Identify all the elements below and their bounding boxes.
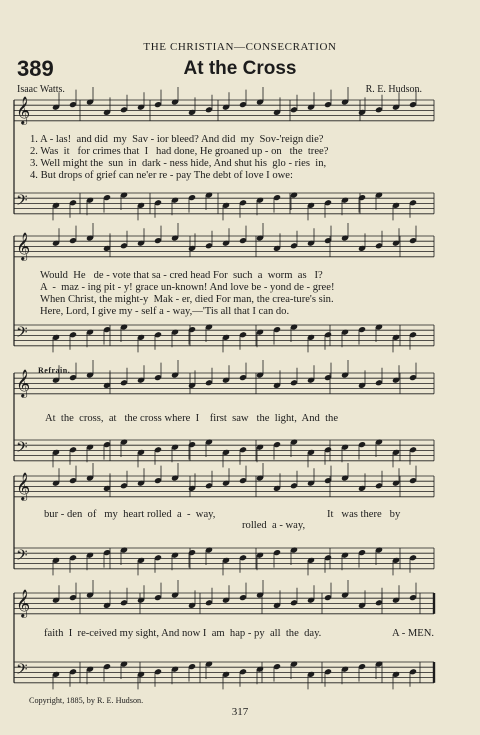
refrain-lyric-1: At the cross, at the cross where I first saw the light, And the bbox=[45, 413, 339, 424]
composer-credit: R. E. Hudson. bbox=[365, 84, 422, 95]
treble-clef-icon: 𝄞 bbox=[16, 472, 31, 500]
copyright-notice: Copyright, 1885, by R. E. Hudson. bbox=[29, 696, 144, 705]
verse-line-1: 1. A - las! and did my Sav - ior bleed? And did my Sov-'reign die? bbox=[30, 134, 324, 145]
verse-line-3: 3. Well might the sun in dark - ness hide, And shut his glo - ries in, bbox=[30, 158, 327, 169]
treble-clef-icon: 𝄞 bbox=[16, 96, 31, 124]
refrain-lyric-echo: rolled a - way, bbox=[242, 520, 306, 531]
refrain-lyric-2-right: It was there by bbox=[327, 509, 401, 520]
bass-clef-icon: 𝄢 bbox=[16, 547, 28, 568]
verse-line-2: 2. Was it for crimes that I had done, He groaned up - on the tree? bbox=[30, 146, 329, 157]
treble-clef-icon: 𝄞 bbox=[16, 232, 31, 260]
bass-clef-icon: 𝄢 bbox=[16, 192, 28, 213]
section-heading: THE CHRISTIAN—CONSECRATION bbox=[143, 41, 337, 53]
verse-line-6: A - maz - ing pit - y! grace un-known! And love be - yond de - gree! bbox=[40, 282, 335, 293]
verse-line-7: When Christ, the might-y Mak - er, died For man, the crea-ture's sin. bbox=[40, 294, 334, 305]
refrain-label: Refrain. bbox=[38, 366, 71, 375]
treble-clef-icon: 𝄞 bbox=[16, 369, 31, 397]
verse-line-5: Would He de - vote that sa - cred head For such a worm as I? bbox=[40, 270, 323, 281]
author-credit: Isaac Watts. bbox=[17, 84, 65, 95]
verse-line-8: Here, Lord, I give my - self a - way,—'Tis all that I can do. bbox=[40, 306, 290, 317]
verse-line-4: 4. But drops of grief can ne'er re - pay The debt of love I owe: bbox=[30, 170, 293, 181]
treble-clef-icon: 𝄞 bbox=[16, 589, 31, 617]
bass-clef-icon: 𝄢 bbox=[16, 324, 28, 345]
refrain-lyric-3: faith I re-ceived my sight, And now I am hap - py all the day. bbox=[44, 628, 322, 639]
amen-lyric: A - MEN. bbox=[392, 628, 435, 639]
hymn-number: 389 bbox=[17, 56, 54, 81]
hymn-title: At the Cross bbox=[183, 58, 297, 79]
bass-clef-icon: 𝄢 bbox=[16, 661, 28, 682]
page-number: 317 bbox=[231, 706, 249, 718]
bass-clef-icon: 𝄢 bbox=[16, 439, 28, 460]
refrain-lyric-2: bur - den of my heart rolled a - way, bbox=[44, 509, 216, 520]
